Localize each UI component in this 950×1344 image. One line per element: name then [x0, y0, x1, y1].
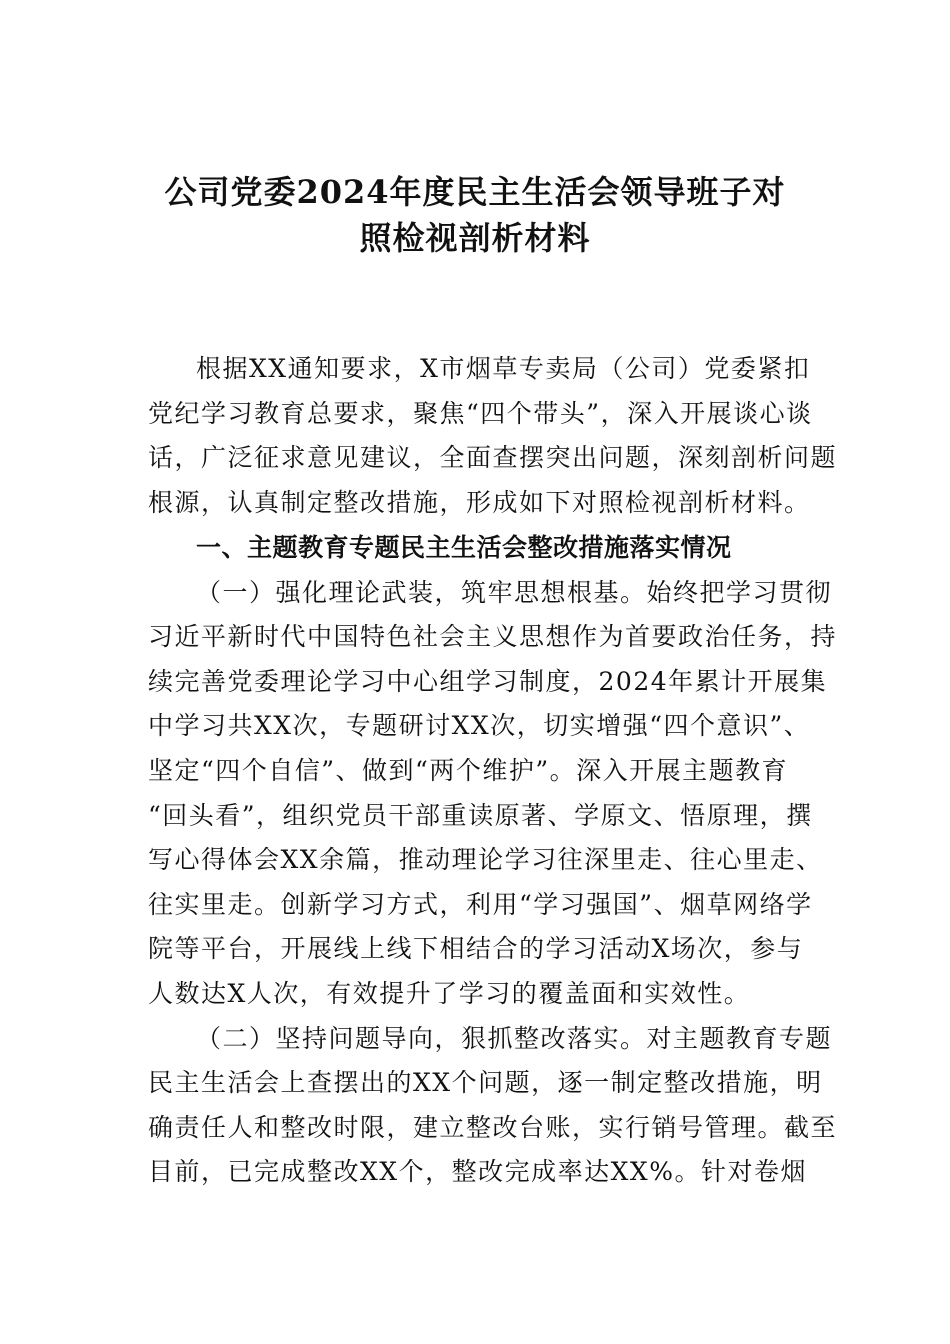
- body-line: 往实里走。创新学习方式，利用“学习强国”、烟草网络学: [148, 890, 813, 919]
- section-heading: 一、主题教育专题民主生活会整改措施落实情况: [196, 533, 732, 562]
- document-title-line-2: 照检视剖析材料: [359, 219, 591, 257]
- body-line: 写心得体会XX余篇，推动理论学习往深里走、往心里走、: [148, 845, 823, 874]
- body-line: 党纪学习教育总要求，聚焦“四个带头”，深入开展谈心谈: [148, 399, 813, 428]
- body-line: 目前，已完成整改XX个，整改完成率达XX%。针对卷烟: [148, 1157, 807, 1186]
- body-line: 根据XX通知要求，X市烟草专卖局（公司）党委紧扣: [196, 354, 811, 383]
- body-line: 续完善党委理论学习中心组学习制度，2024年累计开展集: [148, 667, 828, 696]
- body-line: “回头看”，组织党员干部重读原著、学原文、悟原理，撰: [148, 801, 813, 830]
- body-line: （一）强化理论武装，筑牢思想根基。始终把学习贯彻: [196, 578, 833, 607]
- body-line: 民主生活会上查摆出的XX个问题，逐一制定整改措施，明: [148, 1068, 823, 1097]
- body-line: 根源，认真制定整改措施，形成如下对照检视剖析材料。: [148, 488, 811, 517]
- body-line: 话，广泛征求意见建议，全面查摆突出问题，深刻剖析问题: [148, 443, 838, 472]
- body-line: 中学习共XX次，专题研讨XX次，切实增强“四个意识”、: [148, 711, 811, 740]
- body-line: 习近平新时代中国特色社会主义思想作为首要政治任务，持: [148, 622, 838, 651]
- body-line: 确责任人和整改时限，建立整改台账，实行销号管理。截至: [148, 1113, 838, 1142]
- document-title-line-1: 公司党委2024年度民主生活会领导班子对: [164, 173, 786, 211]
- body-line: 人数达X人次，有效提升了学习的覆盖面和实效性。: [148, 979, 751, 1008]
- body-line: （二）坚持问题导向，狠抓整改落实。对主题教育专题: [196, 1024, 833, 1053]
- body-line: 坚定“四个自信”、做到“两个维护”。深入开展主题教育: [148, 756, 789, 785]
- body-line: 院等平台，开展线上线下相结合的学习活动X场次，参与: [148, 934, 804, 963]
